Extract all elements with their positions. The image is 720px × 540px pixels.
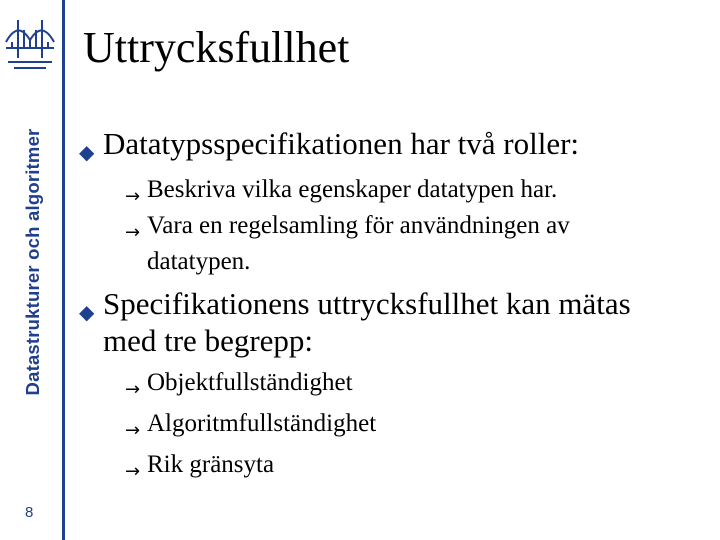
sub-bullet-text: Rik gränsyta: [147, 451, 275, 478]
arrow-bullet-icon: →: [125, 461, 141, 482]
page-number: 8: [25, 504, 34, 521]
diamond-bullet-icon: ◆: [79, 140, 95, 164]
sub-bullet-text: Objektfullständighet: [147, 369, 353, 396]
bullet-text: Datatypsspecifikationen har två roller:: [103, 126, 580, 161]
slide-title: Uttrycksfullhet: [83, 23, 350, 72]
sidebar-divider: [62, 0, 65, 540]
sub-bullet-text: Vara en regelsamling för användningen av: [147, 212, 570, 239]
bullet-text: med tre begrepp:: [103, 323, 314, 358]
sub-bullet-text: Beskriva vilka egenskaper datatypen har.: [147, 176, 558, 203]
arrow-bullet-icon: →: [125, 420, 141, 441]
bridge-logo-icon: [4, 14, 56, 72]
diamond-bullet-icon: ◆: [79, 300, 95, 324]
bullet-text: Specifikationens uttrycksfullhet kan mätas: [103, 286, 631, 321]
course-title: Datastrukturer och algoritmer: [22, 128, 43, 396]
arrow-bullet-icon: →: [125, 222, 141, 243]
sidebar: [0, 0, 62, 540]
arrow-bullet-icon: →: [125, 186, 141, 207]
arrow-bullet-icon: →: [125, 379, 141, 400]
sub-bullet-text: Algoritmfullständighet: [147, 410, 377, 437]
sub-bullet-text: datatypen.: [147, 248, 251, 275]
